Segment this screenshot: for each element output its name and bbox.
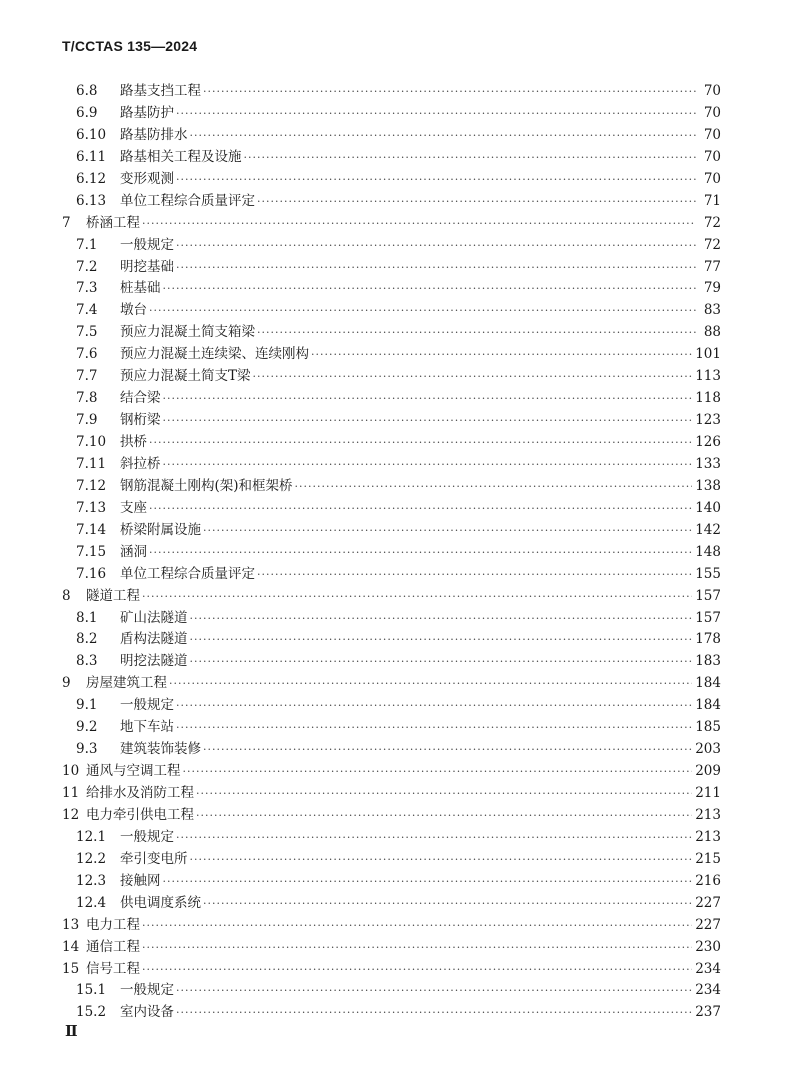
dot-leader — [176, 235, 696, 257]
toc-entry-number: 15.2 — [76, 1004, 107, 1021]
toc-entry-number: 13 — [62, 916, 80, 933]
toc-entry[interactable] — [62, 871, 721, 893]
dot-leader — [163, 454, 693, 476]
toc-entry-page: 234 — [695, 960, 721, 977]
dot-leader — [163, 388, 693, 410]
toc-entry-number: 9.2 — [76, 719, 98, 736]
toc-entry[interactable] — [62, 257, 721, 279]
toc-entry-number: 7.5 — [76, 324, 98, 341]
toc-entry-title: 钢桁梁 — [120, 412, 161, 429]
dot-leader — [142, 213, 696, 235]
toc-entry-number: 12.3 — [76, 872, 107, 889]
toc-entry-page: 70 — [703, 170, 721, 187]
toc-entry-page: 148 — [695, 543, 721, 560]
toc-entry-number: 7.2 — [76, 258, 98, 275]
toc-entry-number: 7.15 — [76, 543, 107, 560]
toc-entry-page: 70 — [703, 104, 721, 121]
toc-entry-page: 142 — [695, 521, 721, 538]
toc-entry-page: 184 — [695, 675, 721, 692]
toc-entry[interactable] — [62, 235, 721, 257]
document-code: T/CCTAS 135—2024 — [62, 38, 198, 54]
toc-entry[interactable] — [62, 432, 721, 454]
toc-entry-page: 83 — [703, 302, 721, 319]
toc-entry[interactable] — [62, 169, 721, 191]
toc-entry-number: 6.8 — [76, 83, 98, 99]
toc-entry-title: 涵洞 — [120, 543, 147, 560]
toc-entry[interactable] — [62, 980, 721, 1002]
toc-entry-title: 单位工程综合质量评定 — [120, 192, 255, 209]
dot-leader — [295, 476, 693, 498]
toc-entry-page: 211 — [695, 785, 721, 801]
dot-leader — [176, 980, 692, 1002]
dot-leader — [163, 278, 697, 300]
toc-entry-number: 9 — [62, 675, 71, 692]
toc-entry-title: 支座 — [120, 499, 147, 516]
dot-leader — [190, 125, 697, 147]
toc-entry-title: 一般规定 — [120, 982, 174, 999]
dot-leader — [176, 1002, 692, 1024]
toc-entry-title: 建筑装饰装修 — [120, 741, 201, 758]
dot-leader — [176, 257, 696, 279]
toc-entry-number: 12.1 — [76, 828, 107, 845]
toc-entry-number: 12 — [62, 806, 80, 823]
toc-entry[interactable] — [62, 629, 721, 651]
toc-entry-page: 183 — [695, 653, 721, 670]
toc-entry-title: 通风与空调工程 — [86, 763, 181, 780]
toc-entry-number: 7.12 — [76, 477, 107, 494]
toc-entry[interactable] — [62, 542, 721, 564]
dot-leader — [176, 695, 692, 717]
toc-entry-title: 接触网 — [120, 872, 161, 889]
dot-leader — [203, 520, 692, 542]
toc-entry-title: 预应力混凝土简支箱梁 — [120, 324, 255, 341]
dot-leader — [203, 893, 692, 915]
toc-entry-title: 牵引变电所 — [120, 850, 188, 867]
toc-entry-title: 信号工程 — [86, 960, 140, 977]
toc-entry-title: 供电调度系统 — [120, 894, 201, 911]
toc-entry-page: 213 — [695, 828, 721, 845]
dot-leader — [176, 717, 692, 739]
toc-entry[interactable] — [62, 213, 721, 235]
dot-leader — [196, 805, 692, 827]
dot-leader — [163, 410, 693, 432]
toc-entry[interactable] — [62, 1002, 721, 1024]
toc-entry-page: 184 — [695, 697, 721, 714]
toc-entry-number: 7.4 — [76, 302, 98, 319]
toc-entry[interactable] — [62, 608, 721, 630]
toc-entry[interactable] — [62, 191, 721, 213]
dot-leader — [149, 432, 692, 454]
toc-entry-number: 9.1 — [76, 697, 98, 714]
toc-entry-page: 101 — [695, 346, 721, 363]
toc-entry-number: 8 — [62, 587, 71, 604]
toc-entry-page: 88 — [703, 324, 721, 341]
toc-entry-number: 7.6 — [76, 346, 98, 363]
toc-entry-title: 路基支挡工程 — [120, 83, 201, 99]
toc-entry-number: 8.3 — [76, 653, 98, 670]
toc-entry-title: 路基防排水 — [120, 126, 188, 143]
dot-leader — [169, 673, 692, 695]
toc-entry-title: 路基防护 — [120, 104, 174, 121]
toc-entry-title: 室内设备 — [120, 1004, 174, 1021]
toc-entry-title: 结合梁 — [120, 390, 161, 407]
toc-entry-page: 185 — [695, 719, 721, 736]
toc-entry-page: 234 — [695, 982, 721, 999]
toc-entry-page: 140 — [695, 499, 721, 516]
dot-leader — [176, 103, 696, 125]
toc-entry-number: 15 — [62, 960, 80, 977]
toc-entry-number: 7.10 — [76, 434, 107, 450]
toc-entry-page: 215 — [695, 850, 721, 867]
toc-entry-number: 14 — [62, 938, 80, 955]
toc-entry-page: 70 — [703, 148, 721, 165]
toc-entry-title: 给排水及消防工程 — [86, 785, 194, 801]
toc-entry[interactable] — [62, 103, 721, 125]
toc-entry-title: 隧道工程 — [86, 587, 140, 604]
toc-entry[interactable] — [62, 454, 721, 476]
toc-entry-title: 地下车站 — [120, 719, 174, 736]
toc-entry-page: 230 — [695, 938, 721, 955]
dot-leader — [183, 761, 693, 783]
toc-entry-page: 203 — [695, 741, 721, 758]
toc-entry-title: 桥梁附属设施 — [120, 521, 201, 538]
toc-entry-page: 213 — [695, 806, 721, 823]
dot-leader — [257, 564, 692, 586]
toc-entry[interactable] — [62, 476, 721, 498]
toc-entry-page: 126 — [695, 434, 721, 450]
toc-entry-number: 7.13 — [76, 499, 107, 516]
dot-leader — [311, 344, 692, 366]
toc-entry-number: 7.3 — [76, 280, 98, 297]
toc-entry-number: 15.1 — [76, 982, 107, 999]
toc-entry-title: 电力牵引供电工程 — [86, 806, 194, 823]
toc-entry[interactable] — [62, 893, 721, 915]
toc-entry[interactable] — [62, 278, 721, 300]
toc-entry[interactable] — [62, 564, 721, 586]
toc-entry-title: 墩台 — [120, 302, 147, 319]
dot-leader — [203, 81, 696, 103]
toc-entry-page: 216 — [695, 872, 721, 889]
table-of-contents — [62, 81, 721, 1024]
toc-entry[interactable] — [62, 498, 721, 520]
toc-entry-page: 138 — [695, 477, 721, 494]
toc-entry-page: 157 — [695, 609, 721, 626]
toc-entry-number: 6.9 — [76, 104, 98, 121]
toc-entry-title: 一般规定 — [120, 828, 174, 845]
toc-entry-number: 7.8 — [76, 390, 98, 407]
dot-leader — [149, 498, 692, 520]
toc-entry-number: 7 — [62, 214, 71, 231]
toc-entry-page: 72 — [703, 236, 721, 253]
toc-entry-title: 路基相关工程及设施 — [120, 148, 242, 165]
toc-entry[interactable] — [62, 300, 721, 322]
toc-entry[interactable] — [62, 586, 721, 608]
toc-entry-title: 斜拉桥 — [120, 455, 161, 472]
dot-leader — [142, 915, 692, 937]
toc-entry[interactable] — [62, 805, 721, 827]
toc-entry[interactable] — [62, 344, 721, 366]
dot-leader — [142, 937, 692, 959]
dot-leader — [190, 629, 693, 651]
toc-entry-page: 118 — [695, 390, 721, 407]
toc-entry[interactable] — [62, 739, 721, 761]
toc-entry-title: 单位工程综合质量评定 — [120, 565, 255, 582]
dot-leader — [142, 586, 692, 608]
toc-entry-number: 6.10 — [76, 126, 107, 143]
toc-entry[interactable] — [62, 125, 721, 147]
dot-leader — [176, 827, 692, 849]
dot-leader — [257, 191, 696, 213]
toc-entry-title: 通信工程 — [86, 938, 140, 955]
toc-entry-number: 6.11 — [76, 148, 107, 165]
toc-entry[interactable] — [62, 673, 721, 695]
toc-entry-number: 11 — [62, 785, 80, 801]
toc-entry-number: 7.11 — [76, 455, 107, 472]
toc-entry-page: 133 — [695, 455, 721, 472]
toc-entry-page: 209 — [695, 763, 721, 780]
dot-leader — [163, 871, 693, 893]
toc-entry-title: 房屋建筑工程 — [86, 675, 167, 692]
toc-entry[interactable] — [62, 147, 721, 169]
toc-entry[interactable] — [62, 410, 721, 432]
toc-entry-title: 拱桥 — [120, 434, 147, 450]
dot-leader — [257, 322, 696, 344]
dot-leader — [149, 542, 692, 564]
toc-entry-title: 矿山法隧道 — [120, 609, 188, 626]
toc-entry[interactable] — [62, 849, 721, 871]
dot-leader — [149, 300, 696, 322]
toc-entry-page: 155 — [695, 565, 721, 582]
toc-entry-page: 72 — [703, 214, 721, 231]
toc-entry[interactable] — [62, 915, 721, 937]
dot-leader — [190, 651, 693, 673]
toc-entry-page: 70 — [703, 126, 721, 143]
toc-entry-title: 预应力混凝土简支T梁 — [120, 368, 251, 385]
toc-entry-number: 8.2 — [76, 631, 98, 648]
toc-entry-title: 一般规定 — [120, 697, 174, 714]
dot-leader — [244, 147, 697, 169]
toc-entry-title: 变形观测 — [120, 170, 174, 187]
toc-entry-number: 9.3 — [76, 741, 98, 758]
dot-leader — [190, 608, 693, 630]
toc-entry-page: 227 — [695, 916, 721, 933]
toc-entry-number: 7.1 — [76, 236, 98, 253]
toc-entry-title: 钢筋混凝土刚构(架)和框架桥 — [120, 477, 293, 494]
toc-entry-number: 6.13 — [76, 192, 107, 209]
toc-entry[interactable] — [62, 959, 721, 981]
toc-entry-title: 桥涵工程 — [86, 214, 140, 231]
toc-entry[interactable] — [62, 761, 721, 783]
toc-entry-page: 70 — [703, 83, 721, 99]
toc-entry[interactable] — [62, 717, 721, 739]
toc-entry[interactable] — [62, 783, 721, 805]
toc-entry-page: 79 — [703, 280, 721, 297]
toc-entry-title: 电力工程 — [86, 916, 140, 933]
toc-entry[interactable] — [62, 322, 721, 344]
toc-entry-page: 178 — [695, 631, 721, 648]
toc-entry[interactable] — [62, 651, 721, 673]
toc-entry[interactable] — [62, 937, 721, 959]
dot-leader — [253, 366, 693, 388]
toc-entry-title: 明挖基础 — [120, 258, 174, 275]
toc-entry-number: 6.12 — [76, 170, 107, 187]
toc-entry[interactable] — [62, 520, 721, 542]
toc-entry-number: 8.1 — [76, 609, 98, 626]
dot-leader — [196, 783, 692, 805]
toc-entry-title: 桩基础 — [120, 280, 161, 297]
toc-entry-page: 227 — [695, 894, 721, 911]
toc-entry-title: 盾构法隧道 — [120, 631, 188, 648]
toc-entry-number: 7.14 — [76, 521, 107, 538]
toc-entry-title: 明挖法隧道 — [120, 653, 188, 670]
toc-entry-page: 157 — [695, 587, 721, 604]
toc-entry-number: 12.4 — [76, 894, 107, 911]
toc-entry-page: 71 — [703, 192, 721, 209]
toc-entry[interactable] — [62, 366, 721, 388]
toc-entry-page: 113 — [695, 368, 721, 385]
toc-entry-number: 10 — [62, 763, 80, 780]
dot-leader — [142, 959, 692, 981]
toc-entry-page: 237 — [695, 1004, 721, 1021]
toc-entry-number: 7.7 — [76, 368, 98, 385]
toc-entry[interactable] — [62, 81, 721, 103]
toc-entry-number: 7.16 — [76, 565, 107, 582]
page-folio: Ⅱ — [65, 1022, 78, 1040]
toc-entry[interactable] — [62, 388, 721, 410]
toc-entry[interactable] — [62, 695, 721, 717]
toc-entry-page: 123 — [695, 412, 721, 429]
toc-entry-page: 77 — [703, 258, 721, 275]
toc-entry-title: 一般规定 — [120, 236, 174, 253]
dot-leader — [176, 169, 696, 191]
dot-leader — [203, 739, 692, 761]
toc-entry-number: 12.2 — [76, 850, 107, 867]
toc-entry-title: 预应力混凝土连续梁、连续刚构 — [120, 346, 309, 363]
toc-entry[interactable] — [62, 827, 721, 849]
dot-leader — [190, 849, 693, 871]
toc-entry-number: 7.9 — [76, 412, 98, 429]
